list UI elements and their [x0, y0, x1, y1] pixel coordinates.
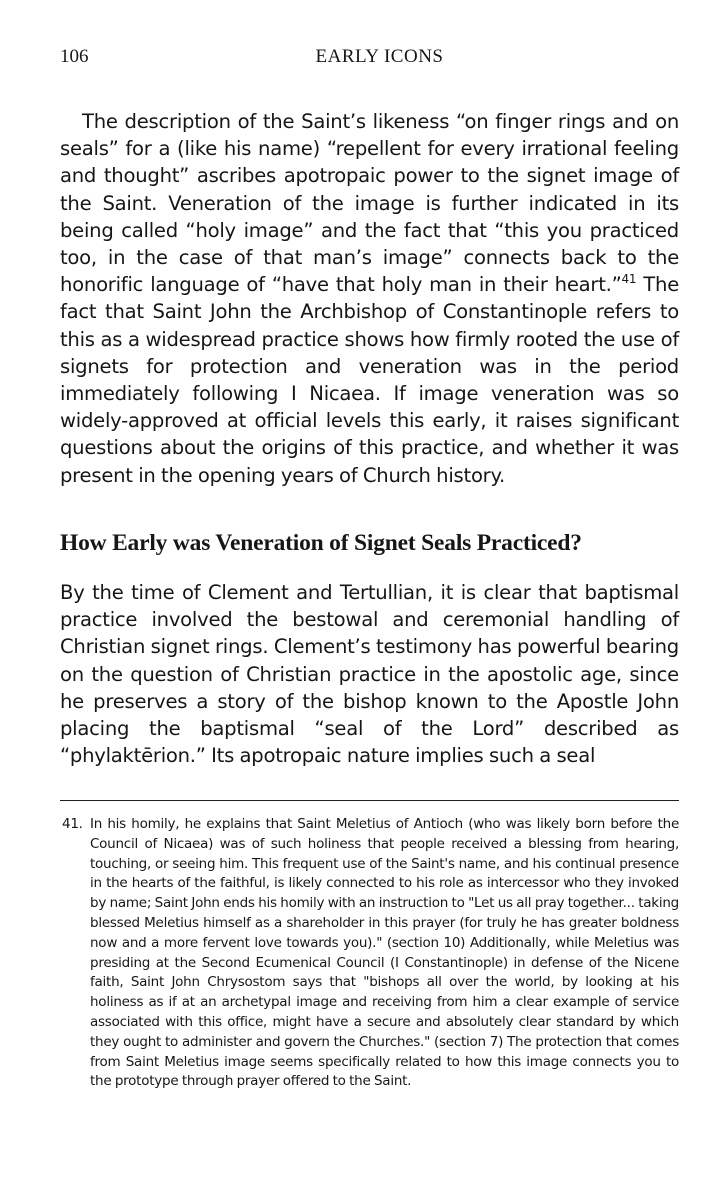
footnote-number: 41.	[62, 816, 83, 832]
footnote-text: In his homily, he explains that Saint Meletius of Antioch (who was likely born before the Council of Nicaea) was of such holiness that people received a blessing from hearing, touching, or seeing him. This frequent use of the Saint's name, and his continual presence in the hearts of the faithful, is likely connected to his role as intercessor who they invoked by name; Saint John ends his homily with an instruction to "Let us all pray together... taking blessed Meletius himself as a shareholder in this prayer (for truly he has greater boldness now and a more fervent love towards you)." (section 10) Additionally, while Meletius was presiding at the Second Ecumenical Council (I Constantinople) in defense of the Nicene faith, Saint John Chrysostom says that "bishops all over the world, by looking at his holiness as if at an archetypal image and receiving from him a clear example of service associated with this office, might have a secure and absolutely clear standard by which they ought to administer and govern the Churches." (section 7) The protection that comes from Saint Meletius image seems specifically related to how this image connects you to the prototype through prayer offered to the Saint.	[90, 816, 679, 1090]
page-number: 106	[60, 46, 89, 67]
section-heading: How Early was Veneration of Signet Seals Practiced?	[60, 530, 582, 556]
body-paragraph-1	[60, 108, 679, 489]
paragraph-1-continuation: The fact that Saint John the Archbishop of Constantinople refers to this as a widespread practice shows how firmly rooted the use of signets for protection and veneration was in the period immediately following I Nicaea. If image veneration was so widely-approved at official levels this early, it raises significant questions about the origins of this practice, and whether it was present in the opening years of Church history.	[60, 273, 680, 487]
running-head	[60, 44, 679, 70]
footnote-divider	[60, 800, 679, 801]
footnote	[60, 815, 679, 1092]
paragraph-1-text: The description of the Saint’s likeness “on finger rings and on seals” for a (like his name) “repellent for every irrational feeling and thought” ascribes apotropaic power to the signet image of the Saint. Veneration of the image is further indicated in its being called “holy image” and the fact that “this you practiced too, in the case of that man’s image” connects back to the honorific language of “have that holy man in their heart.”	[60, 110, 679, 297]
body-paragraph-2	[60, 579, 679, 769]
book-page	[60, 0, 679, 1200]
paragraph-2-text: By the time of Clement and Tertullian, it is clear that baptismal practice involved the bestowal and ceremonial handling of Christian signet rings. Clement’s testimony has powerful bearing on the question of Christian practice in the apostolic age, since he preserves a story of the bishop known to the Apostle John placing the baptismal “seal of the Lord” described as “phylaktērion.” Its apotropaic nature implies such a seal	[60, 581, 679, 768]
running-title: EARLY ICONS	[315, 46, 444, 67]
footnote-reference[interactable]: 41	[621, 271, 637, 286]
